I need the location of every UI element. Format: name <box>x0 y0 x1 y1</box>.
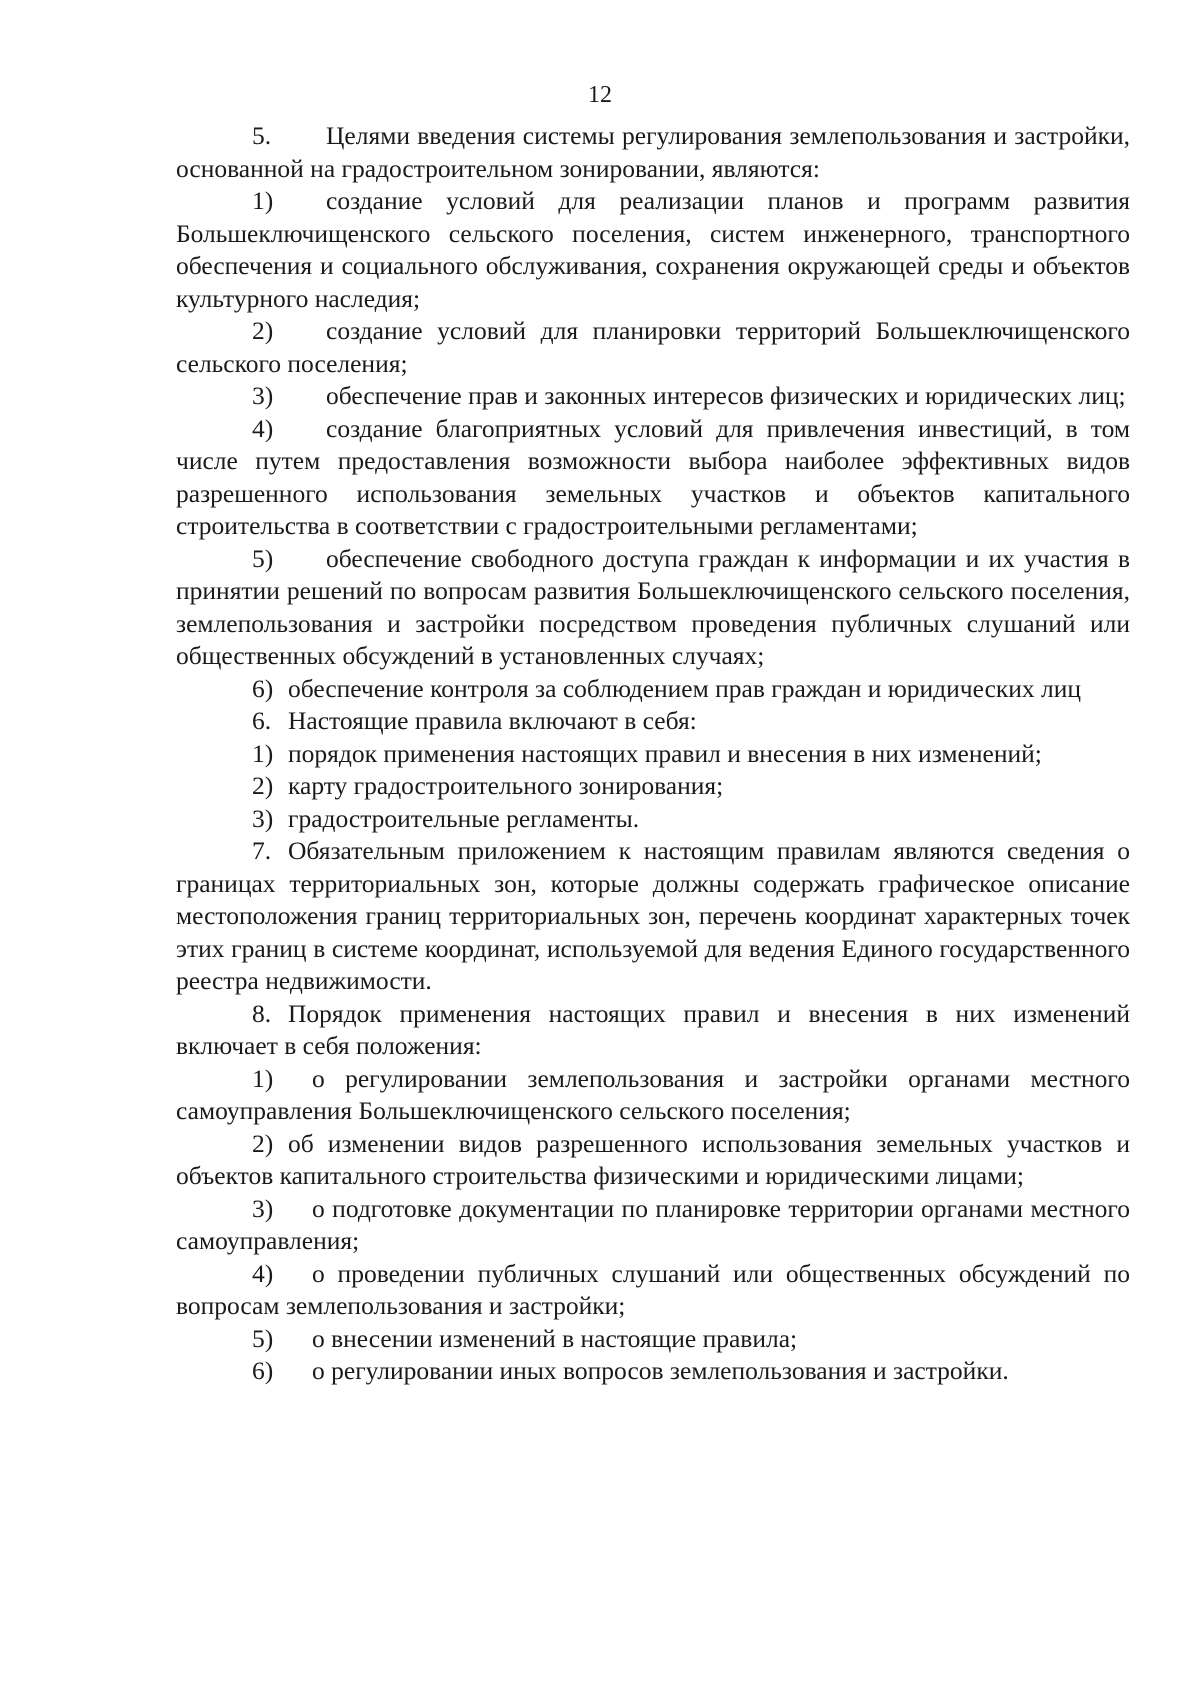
paragraph-text: Целями введения системы регулирования землепользования и застройки, основанной на градостроительном зонировании, являются: <box>176 121 1130 183</box>
list-item <box>176 380 1130 413</box>
list-item-number: 2) <box>252 771 274 800</box>
list-item <box>176 673 1130 706</box>
paragraph-5 <box>176 120 1130 185</box>
list-item-text: о регулировании землепользования и застройки органами местного самоуправления Большеключищенского сельского поселения; <box>176 1063 1130 1125</box>
paragraph-number: 8. <box>252 998 272 1028</box>
list-item <box>176 738 1130 771</box>
list-item <box>176 315 1130 380</box>
list-item-text: создание условий для реализации планов и программ развития Большеключищенского сельского поселения, систем инженерного, транспортного обеспечения и социального обслуживания, сохранения окружающей среды и объектов культурного наследия; <box>176 186 1130 313</box>
paragraph-text: Настоящие правила включают в себя: <box>288 706 697 735</box>
list-item <box>176 1323 1130 1356</box>
list-item-text: об изменении видов разрешенного использования земельных участков и объектов капитального строительства физическими и юридическими лицами; <box>176 1128 1130 1190</box>
document-body <box>176 120 1130 1388</box>
list-item <box>176 1063 1130 1128</box>
paragraph-8 <box>176 998 1130 1063</box>
list-item-text: о подготовке документации по планировке территории органами местного самоуправления; <box>176 1193 1130 1255</box>
list-item <box>176 543 1130 673</box>
paragraph-text: Обязательным приложением к настоящим правилам являются сведения о границах территориальных зон, которые должны содержать графическое описание местоположения границ территориальных зон, перечень координат характерных точек этих границ в системе координат, используемой для ведения Единого государственного реестра недвижимости. <box>176 836 1130 995</box>
paragraph-number: 6. <box>252 706 272 735</box>
page-number: 12 <box>588 82 612 108</box>
list-item-text: о проведении публичных слушаний или общественных обсуждений по вопросам землепользования и застройки; <box>176 1258 1130 1320</box>
list-item-text: обеспечение контроля за соблюдением прав граждан и юридических лиц <box>288 673 1082 703</box>
list-item-number: 6) <box>252 1356 274 1385</box>
list-item <box>176 1258 1130 1323</box>
list-item-text: создание благоприятных условий для привлечения инвестиций, в том числе путем предоставления возможности выбора наиболее эффективных видов разрешенного использования земельных участков и объектов капитального строительства в соответствии с градостроительными регламентами; <box>176 413 1130 540</box>
list-item-number: 3) <box>252 1193 274 1223</box>
list-item-number: 1) <box>252 186 274 215</box>
list-item <box>176 1128 1130 1193</box>
list-item-text: градостроительные регламенты. <box>288 803 640 833</box>
list-item-number: 2) <box>252 1128 274 1158</box>
list-item-number: 5) <box>252 1323 274 1353</box>
paragraph-number: 7. <box>252 836 272 865</box>
list-item <box>176 185 1130 315</box>
list-item-text: порядок применения настоящих правил и внесения в них изменений; <box>288 738 1042 768</box>
list-item-text: о регулировании иных вопросов землепользования и застройки. <box>312 1356 1009 1385</box>
list-item-number: 3) <box>252 803 274 833</box>
paragraph-text: Порядок применения настоящих правил и внесения в них изменений включает в себя положения: <box>176 998 1130 1060</box>
list-item-number: 2) <box>252 316 274 345</box>
list-item <box>176 770 1130 803</box>
list-item-number: 6) <box>252 673 274 703</box>
paragraph-number: 5. <box>252 121 272 150</box>
list-item-text: обеспечение прав и законных интересов физических и юридических лиц; <box>326 381 1126 410</box>
list-item-number: 5) <box>252 543 274 573</box>
list-item-text: о внесении изменений в настоящие правила; <box>312 1323 798 1353</box>
list-item-number: 1) <box>252 738 274 768</box>
paragraph-6 <box>176 705 1130 738</box>
list-item-number: 4) <box>252 413 274 443</box>
list-item-number: 3) <box>252 381 274 410</box>
list-item <box>176 1193 1130 1258</box>
list-item-text: карту градостроительного зонирования; <box>288 771 724 800</box>
list-item <box>176 1355 1130 1388</box>
list-item <box>176 413 1130 543</box>
list-item-text: обеспечение свободного доступа граждан к информации и их участия в принятии решений по вопросам развития Большеключищенского сельского поселения, землепользования и застройки посредством проведения публичных слушаний или общественных обсуждений в установленных случаях; <box>176 543 1130 670</box>
list-item <box>176 803 1130 836</box>
paragraph-7 <box>176 835 1130 998</box>
list-item-number: 1) <box>252 1063 274 1093</box>
list-item-number: 4) <box>252 1258 274 1288</box>
list-item-text: создание условий для планировки территорий Большеключищенского сельского поселения; <box>176 316 1130 378</box>
